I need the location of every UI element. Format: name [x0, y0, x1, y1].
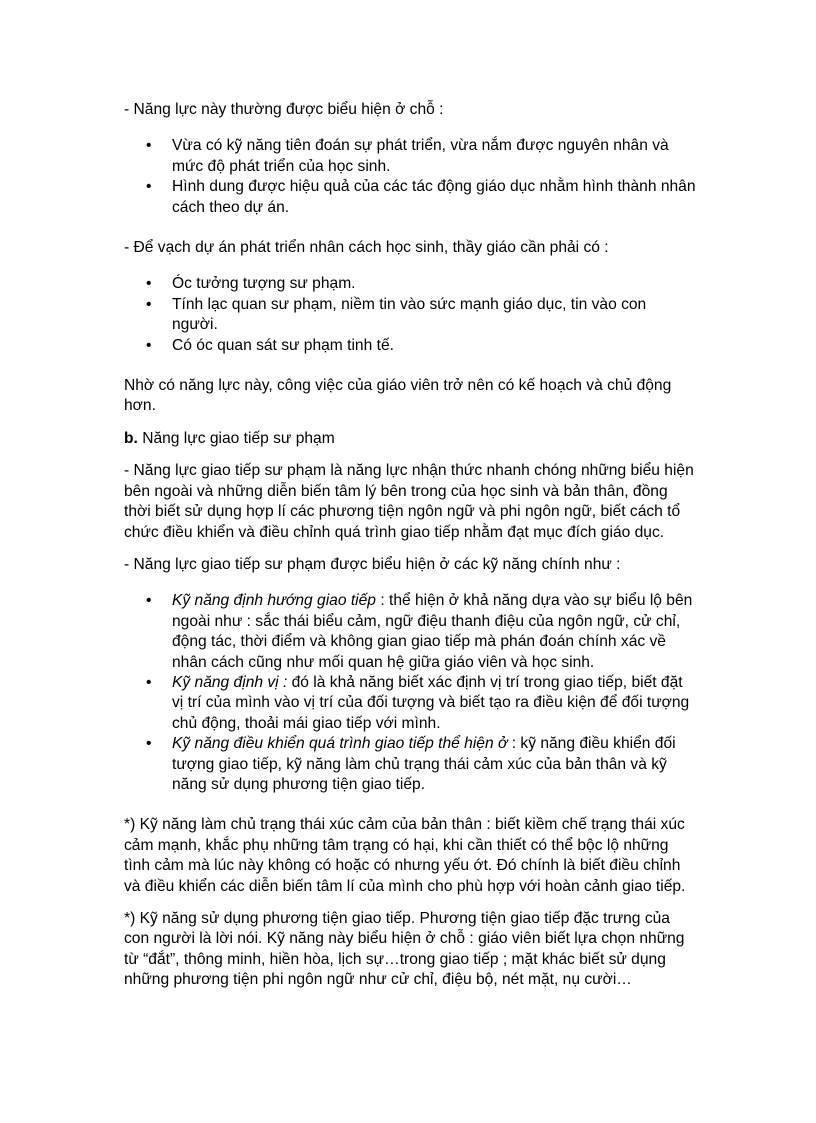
list-item: • Óc tưởng tượng sư phạm.	[172, 274, 696, 294]
skill-term: Kỹ năng định hướng giao tiếp	[172, 592, 376, 610]
section-heading	[124, 429, 696, 449]
skills-intro: - Năng lực giao tiếp sư phạm được biểu hiện ở các kỹ năng chính như :	[124, 555, 621, 573]
skill-text: : thể hiện ở khả năng dựa vào sự biểu lộ bên ngoài như : sắc thái biểu cảm, ngữ điệu thanh điệu của ngôn ngữ, cử chỉ, động tác, thời điểm và không gian giao tiếp mà phán đoán chính xác về nhân cách cũng như mối quan hệ giữa giáo viên và học sinh.	[172, 592, 693, 671]
skill-term: Kỹ năng điều khiển quá trình giao tiếp thể hiện ở	[172, 735, 508, 753]
list-item	[172, 673, 696, 734]
list-item	[172, 734, 696, 795]
section-label: b.	[124, 429, 138, 447]
emotion-control-paragraph: *) Kỹ năng làm chủ trạng thái xúc cảm của bản thân : biết kiềm chế trạng thái xúc cảm mạnh, khắc phụ những tâm trạng có hại, khi cần thiết có thể bộc lộ những tình cảm mà lúc này không có hoặc có nhưng yếu ớt. Đó chính là biết điều chỉnh và điều khiển các diễn biến tâm lí của mình cho phù hợp với hoàn cảnh giao tiếp.	[124, 816, 686, 895]
list-item: • Vừa có kỹ năng tiên đoán sự phát triển, vừa nắm được nguyên nhân và mức độ phát triển của học sinh.	[172, 136, 696, 177]
bullet-list-requirements	[124, 274, 696, 356]
list-item: • Tính lạc quan sư phạm, niềm tin vào sức mạnh giáo dục, tin vào con người.	[172, 295, 696, 336]
document-page	[124, 100, 696, 1003]
section-title: Năng lực giao tiếp sư phạm	[137, 429, 335, 447]
skill-text: : kỹ năng điều khiển đối tượng giao tiếp, kỹ năng làm chủ trạng thái cảm xúc của bản thân và kỹ năng sử dụng phương tiện giao tiếp.	[172, 735, 676, 793]
skill-text: đó là khả năng biết xác định vị trí trong giao tiếp, biết đặt vị trí của mình vào vị trí của đối tượng và biết tạo ra điều kiện để đối tượng chủ động, thoải mái giao tiếp với mình.	[172, 673, 690, 732]
bullet-list-skills	[124, 591, 696, 795]
list-item	[172, 591, 696, 673]
requirements-intro: - Để vạch dự án phát triển nhân cách học sinh, thầy giáo cần phải có :	[124, 239, 609, 257]
conclusion-paragraph: Nhờ có năng lực này, công việc của giáo viên trở nên có kế hoạch và chủ động hơn.	[124, 377, 672, 415]
definition-paragraph: - Năng lực giao tiếp sư phạm là năng lực nhận thức nhanh chóng những biểu hiện bên ngoài và những diễn biến tâm lý bên trong của học sinh và bản thân, đồng thời biết sử dụng hợp lí các phương tiện ngôn ngữ và phi ngôn ngữ, biết cách tổ chức điều khiển và điều chỉnh quá trình giao tiếp nhằm đạt mục đích giáo dục.	[124, 462, 694, 541]
bullet-list-manifestations	[124, 136, 696, 218]
list-item: • Hình dung được hiệu quả của các tác động giáo dục nhằm hình thành nhân cách theo dự án.	[172, 177, 696, 218]
skill-term: Kỹ năng định vị :	[172, 673, 288, 691]
communication-means-paragraph: *) Kỹ năng sử dụng phương tiện giao tiếp. Phương tiện giao tiếp đặc trưng của con người là lời nói. Kỹ năng này biểu hiện ở chỗ : giáo viên biết lựa chọn những từ “đắt”, thông minh, hiền hòa, lịch sự…trong giao tiếp ; mặt khác biết sử dụng những phương tiện phi ngôn ngữ như cử chỉ, điệu bộ, nét mặt, nụ cười…	[124, 910, 685, 989]
list-item: • Có óc quan sát sư phạm tinh tế.	[172, 336, 696, 356]
intro-paragraph: - Năng lực này thường được biểu hiện ở chỗ :	[124, 101, 444, 118]
